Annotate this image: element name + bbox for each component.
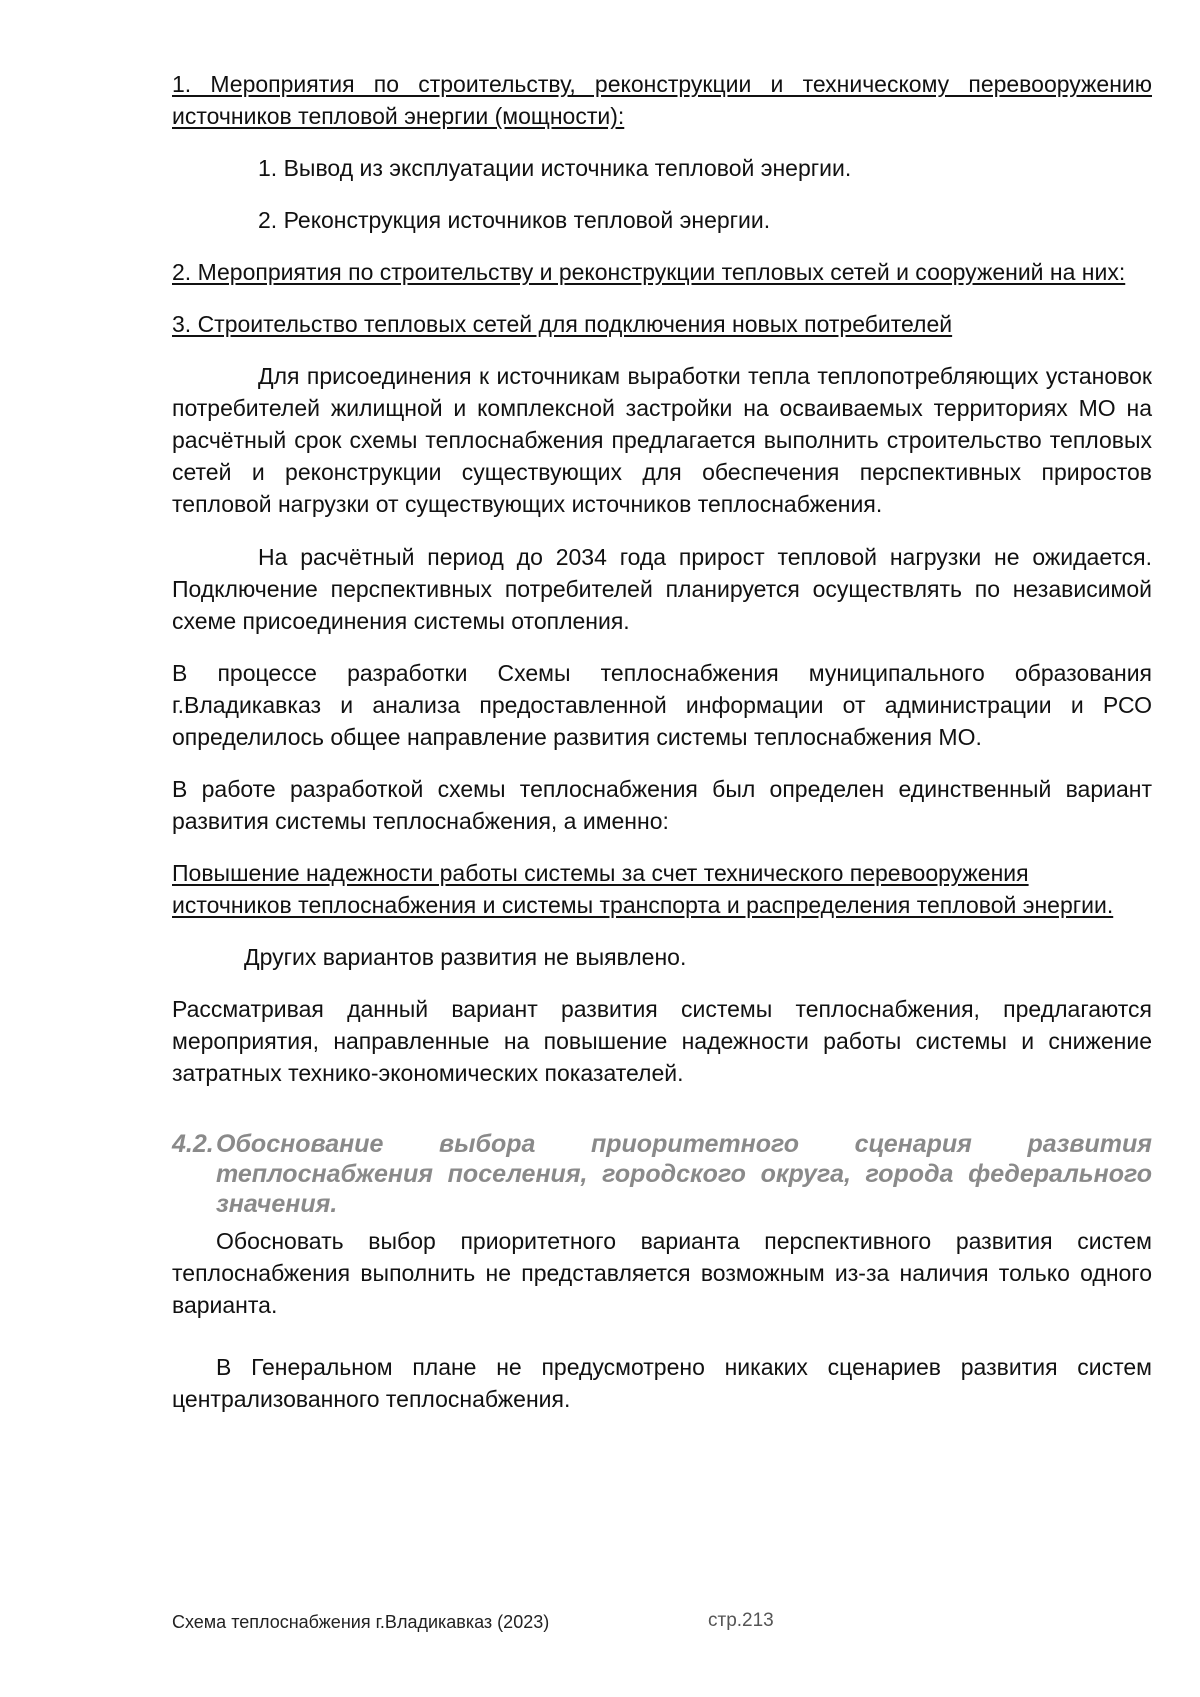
section3-title: 3. Строительство тепловых сетей для подключения новых потребителей (172, 311, 953, 337)
footer-document-title: Схема теплоснабжения г.Владикавказ (2023) (172, 1612, 550, 1632)
section1-title: 1. Мероприятия по строительству, реконструкции и техническому перевооружению источников тепловой энергии (мощности): (172, 71, 1152, 129)
list-item: 1. Вывод из эксплуатации источника тепловой энергии. (258, 155, 852, 181)
paragraph-connection: Для присоединения к источникам выработки тепла теплопотребляющих установок потребителей жилищной и комплексной застройки на осваиваемых территориях МО на расчётный срок схемы теплоснабжения предлагается выполнить строительство тепловых сетей и реконструкции существующих для обеспечения перспективных приростов тепловой нагрузки от существующих источников теплоснабжения. (172, 363, 1152, 517)
paragraph-consider: Рассматривая данный вариант развития системы теплоснабжения, предлагаются мероприятия, направленные на повышение надежности работы системы и снижение затратных технико-экономических показателей. (172, 996, 1152, 1086)
heading-text: Обоснование выбора приоритетного сценария развития теплоснабжения поселения, городского округа, города федерального значения. (216, 1130, 1152, 1218)
paragraph-justification: Обосновать выбор приоритетного варианта перспективного развития систем теплоснабжения выполнить не представляется возможным из-за наличия только одного варианта. (172, 1228, 1152, 1318)
paragraph-other: Других вариантов развития не выявлено. (244, 944, 687, 970)
section2-title: 2. Мероприятия по строительству и реконструкции тепловых сетей и сооружений на них: (172, 259, 1126, 285)
document-page (172, 68, 1152, 1415)
list-item: 2. Реконструкция источников тепловой энергии. (258, 207, 771, 233)
section-heading-4-2 (172, 1129, 1152, 1219)
heading-number: 4.2. (172, 1130, 214, 1158)
footer-page-number: стр.213 (708, 1610, 774, 1631)
paragraph-process: В процессе разработки Схемы теплоснабжения муниципального образования г.Владикавказ и анализа предоставленной информации от администрации и РСО определилось общее направление развития системы теплоснабжения МО. (172, 660, 1152, 750)
paragraph-forecast: На расчётный период до 2034 года прирост тепловой нагрузки не ожидается. Подключение перспективных потребителей планируется осуществлять по независимой схеме присоединения системы отопления. (172, 544, 1152, 634)
paragraph-general-plan: В Генеральном плане не предусмотрено никаких сценариев развития систем централизованного теплоснабжения. (172, 1354, 1152, 1412)
paragraph-work: В работе разработкой схемы теплоснабжения был определен единственный вариант развития системы теплоснабжения, а именно: (172, 776, 1152, 834)
paragraph-variant: Повышение надежности работы системы за счет технического перевооружения источников теплоснабжения и системы транспорта и распределения тепловой энергии. (172, 860, 1114, 918)
